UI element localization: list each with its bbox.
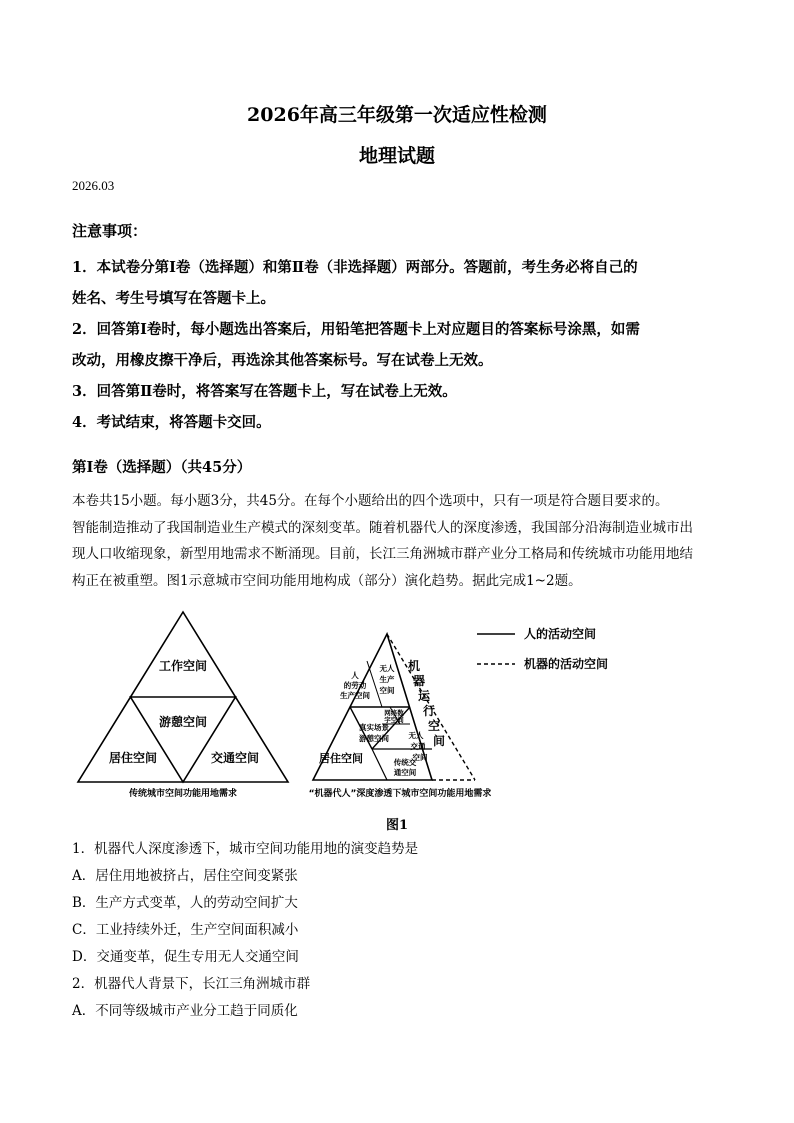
label-real-scene-2: 游憩空间 <box>359 734 389 743</box>
exam-title: 2026年高三年级第一次适应性检测 <box>247 104 547 126</box>
question-1-option-c: C．工业持续外迁，生产空间面积减小 <box>72 922 299 938</box>
question-1-option-d: D．交通变革，促生专用无人交通空间 <box>72 949 299 965</box>
left-caption: 传统城市空间功能用地需求 <box>128 789 238 799</box>
legend-machine-label: 机器的活动空间 <box>524 657 609 671</box>
label-trad-traffic-2: 通空间 <box>393 768 417 777</box>
exam-date: 2026.03 <box>72 178 115 193</box>
note-line: 改动，用橡皮擦干净后，再选涂其他答案标号。写在试卷上无效。 <box>72 352 493 369</box>
label-real-scene-1: 真实场景 <box>359 723 389 732</box>
label-unmanned-traffic-2: 交通 <box>410 742 426 751</box>
legend <box>477 626 608 671</box>
passage-line: 构正在被重塑。图1示意城市空间功能用地构成（部分）演化趋势。据此完成1~2题。 <box>72 572 582 589</box>
label-leisure-space: 游憩空间 <box>158 715 208 729</box>
right-caption: “机器代人”深度渗透下城市空间功能用地需求 <box>308 789 492 799</box>
notes-list <box>72 252 722 438</box>
label-traffic-space: 交通空间 <box>210 751 260 765</box>
label-work-space: 工作空间 <box>158 659 208 673</box>
question-1-stem: 1．机器代人深度渗透下，城市空间功能用地的演变趋势是 <box>72 841 419 857</box>
label-machine-run-5: 空 <box>427 719 441 733</box>
legend-human-label: 人的活动空间 <box>524 627 597 641</box>
figure-label: 图1 <box>385 818 409 833</box>
question-1-option-b: B．生产方式变革，人的劳动空间扩大 <box>72 895 298 911</box>
label-machine-run-2: 器 <box>412 674 426 688</box>
label-unmanned-prod-2: 生产 <box>379 675 395 684</box>
label-human-work-3: 生产空间 <box>340 691 370 700</box>
questions <box>72 836 722 1025</box>
passage-line: 智能制造推动了我国制造业生产模式的深刻变革。随着机器代人的深度渗透，我国部分沿海制造业城市出 <box>72 519 693 536</box>
note-line: 1．本试卷分第Ⅰ卷（选择题）和第Ⅱ卷（非选择题）两部分。答题前，考生务必将自己的 <box>72 259 638 276</box>
label-human-work-1: 人 <box>351 671 359 680</box>
question-2-option-a: A．不同等级城市产业分工趋于同质化 <box>72 1003 298 1019</box>
label-trad-traffic-1: 传统交 <box>393 758 417 767</box>
note-line: 2．回答第Ⅰ卷时，每小题选出答案后，用铅笔把答题卡上对应题目的答案标号涂黑，如需 <box>72 321 640 338</box>
label-machine-run-4: 行 <box>422 704 436 718</box>
label-unmanned-prod-1: 无人 <box>379 664 395 673</box>
note-line: 3．回答第Ⅱ卷时，将答案写在答题卡上，写在试卷上无效。 <box>72 383 457 400</box>
label-network-1: 网络数 <box>384 709 404 717</box>
section-intro <box>72 488 727 594</box>
note-line: 姓名、考生号填写在答题卡上。 <box>72 290 275 307</box>
label-network-2: 字空间 <box>384 716 404 724</box>
exam-subtitle: 地理试题 <box>358 145 435 167</box>
question-1-option-a: A．居住用地被挤占，居住空间变紧张 <box>72 868 298 884</box>
passage-line: 现人口收缩现象，新型用地需求不断涌现。目前，长江三角洲城市群产业分工格局和传统城市功能用地结 <box>72 546 693 562</box>
label-machine-run-1: 机 <box>407 659 421 673</box>
label-machine-run-3: 运 <box>417 689 431 703</box>
notes-heading: 注意事项： <box>72 222 148 240</box>
note-line: 4．考试结束，将答题卡交回。 <box>72 414 271 431</box>
label-living-space: 居住空间 <box>108 751 158 765</box>
label-unmanned-traffic-3: 空间 <box>412 753 428 762</box>
section-heading: 第Ⅰ卷（选择题）（共45分） <box>72 459 252 476</box>
label-unmanned-prod-3: 空间 <box>379 686 395 695</box>
question-2-stem: 2．机器代人背景下，长江三角洲城市群 <box>72 976 311 992</box>
label-machine-run-6: 间 <box>432 734 446 748</box>
label-unmanned-traffic-1: 无人 <box>408 731 424 740</box>
intro-text: 本卷共15小题。每小题3分，共45分。在每个小题给出的四个选项中，只有一项是符合题目要求的。 <box>72 493 669 509</box>
figure-1 <box>70 604 670 804</box>
label-human-work-2: 的劳动 <box>343 681 367 690</box>
label-living-space-right: 居住空间 <box>319 752 363 765</box>
